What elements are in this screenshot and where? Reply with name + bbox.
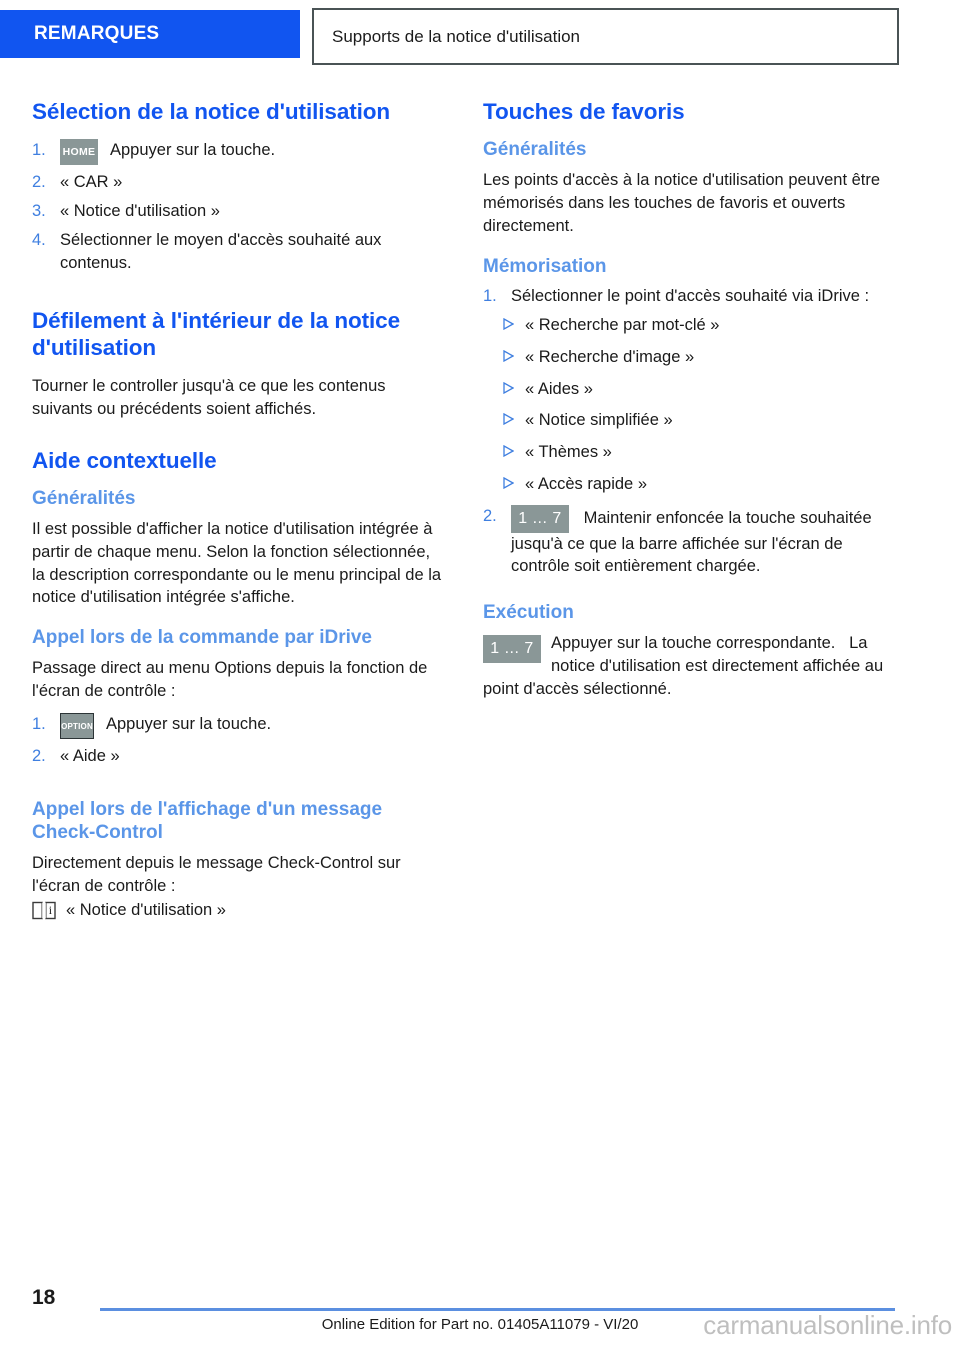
section-heading-defilement: Défilement à l'intérieur de la notice d'utilisation <box>32 307 401 360</box>
header-breadcrumb-box <box>312 8 899 65</box>
home-key-icon: HOME <box>60 139 98 165</box>
list-item <box>32 745 445 768</box>
list-item <box>483 473 896 496</box>
body-generalites-left: Il est possible d'afficher la notice d'utilisation intégrée à partir de chaque menu. Selon la fonction sélectionnée, la description correspondante ou le menu principal de la notice d'utilisation intégrée s'affiche. <box>32 520 442 607</box>
list-item <box>483 409 896 432</box>
page-header <box>0 0 960 68</box>
left-column <box>32 98 445 920</box>
breadcrumb: Supports de la notice d'utilisation <box>332 26 581 46</box>
option-label: « Thèmes » <box>525 443 612 462</box>
header-section-tab <box>0 10 300 58</box>
memorisation-steps-list <box>483 285 896 308</box>
favorites-key-icon: 1 ... 7 <box>511 505 569 533</box>
selection-steps-list <box>32 139 445 274</box>
body-check-control: Directement depuis le message Check-Control sur l'écran de contrôle : <box>32 853 401 895</box>
option-label: « Recherche par mot-clé » <box>525 316 720 335</box>
step-text: « CAR » <box>60 173 123 192</box>
list-item <box>483 314 896 337</box>
step-text: Appuyer sur la touche. <box>106 714 272 733</box>
option-label: « Recherche d'image » <box>525 347 695 366</box>
page-footer <box>0 1270 960 1362</box>
step-number: 3. <box>32 202 46 221</box>
section-heading-touches-favoris: Touches de favoris <box>483 99 685 124</box>
execution-line-2: La notice d'utilisation est directement affichée au point d'accès sélectionné. <box>483 634 884 698</box>
subheading-generalites-left: Généralités <box>32 488 136 510</box>
body-generalites-right: Les points d'accès à la notice d'utilisation peuvent être mémorisés dans les touches de favoris et ouverts directement. <box>483 171 881 235</box>
step-number: 4. <box>32 230 46 249</box>
list-item <box>32 229 445 275</box>
step-text: Sélectionner le moyen d'accès souhaité aux contenus. <box>60 230 382 272</box>
option-key-icon: OPTION <box>60 713 94 739</box>
page-title: Sélection de la notice d'utilisation <box>32 99 391 124</box>
step-text: Sélectionner le point d'accès souhaité via iDrive : <box>511 287 870 306</box>
option-label: « Aides » <box>525 379 593 398</box>
step-text: « Notice d'utilisation » <box>60 202 220 221</box>
list-item <box>483 378 896 401</box>
section-heading-aide-contextuelle: Aide contextuelle <box>32 447 217 473</box>
option-label: « Accès rapide » <box>525 474 647 493</box>
right-column <box>483 98 896 700</box>
list-item <box>483 505 896 579</box>
subheading-execution: Exécution <box>483 602 574 624</box>
favorites-key-icon: 1 ... 7 <box>483 635 541 663</box>
step-number: 1. <box>483 287 497 306</box>
option-label: « Notice simplifiée » <box>525 411 673 430</box>
step-text: Maintenir enfoncée la touche souhaitée jusqu'à ce que la barre affichée sur l'écran de contrôle soit entièrement chargée. <box>511 509 872 576</box>
step-text: « Aide » <box>60 746 120 765</box>
list-item <box>32 171 445 194</box>
notice-utilisation-item <box>32 901 445 920</box>
step-number: 1. <box>32 141 46 160</box>
idrive-steps-list <box>32 713 445 768</box>
execution-block <box>483 632 896 700</box>
svg-text:i: i <box>48 903 53 918</box>
step-number: 1. <box>32 714 46 733</box>
section-body-defilement: Tourner le controller jusqu'à ce que les contenus suivants ou précédents soient affichés. <box>32 377 386 419</box>
step-number: 2. <box>32 173 46 192</box>
header-tab-label: REMARQUES <box>34 23 160 44</box>
subheading-check-control: Appel lors de l'affichage d'un message Check-Control <box>32 799 383 844</box>
access-point-options-list <box>483 314 896 496</box>
list-item <box>32 200 445 223</box>
step-number: 2. <box>32 746 46 765</box>
list-item <box>483 285 896 308</box>
subheading-appel-idrive: Appel lors de la commande par iDrive <box>32 627 372 649</box>
site-watermark: carmanualsonline.info <box>703 1310 952 1340</box>
execution-line-1: Appuyer sur la touche correspondante. <box>551 634 836 653</box>
step-text: Appuyer sur la touche. <box>110 141 276 160</box>
memorisation-step2-list <box>483 505 896 579</box>
page-number: 18 <box>32 1286 56 1309</box>
subheading-generalites-right: Généralités <box>483 139 587 161</box>
manual-book-icon <box>32 901 56 920</box>
list-item <box>32 713 445 739</box>
body-appel-idrive: Passage direct au menu Options depuis la fonction de l'écran de contrôle : <box>32 659 428 700</box>
list-item <box>483 441 896 464</box>
list-item <box>483 346 896 369</box>
subheading-memorisation: Mémorisation <box>483 255 607 277</box>
edition-note: Online Edition for Part no. 01405A11079 - VI/20 <box>321 1316 639 1333</box>
step-number: 2. <box>483 506 497 525</box>
notice-utilisation-label: « Notice d'utilisation » <box>66 901 226 920</box>
list-item <box>32 139 445 165</box>
